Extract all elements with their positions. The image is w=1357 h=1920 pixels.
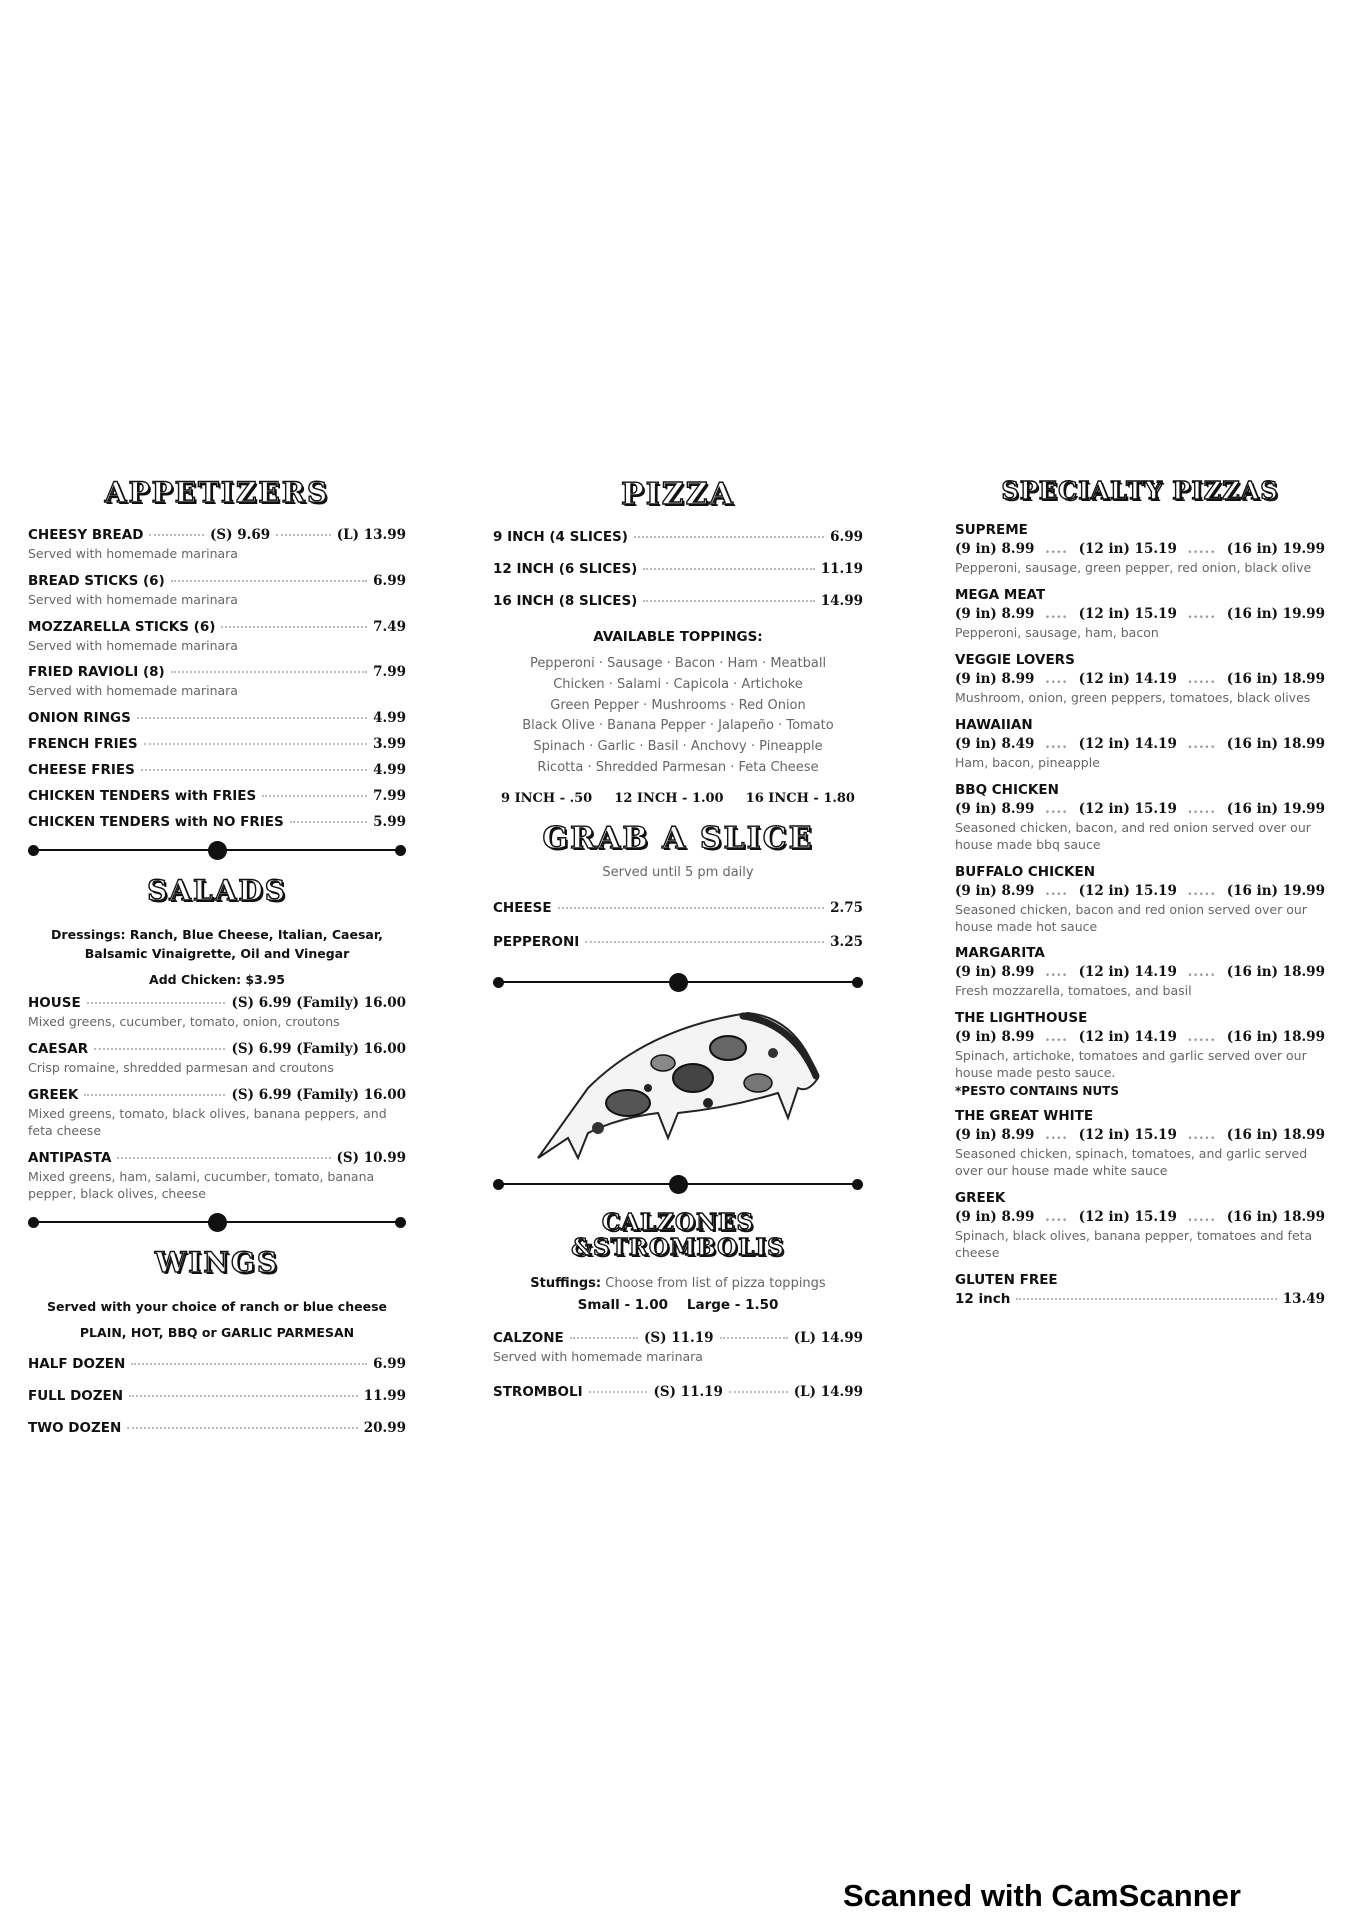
topping-price-9: 9 INCH - .50 [501,790,593,806]
appetizers-heading: APPETIZERS [104,476,330,509]
price-16in: (16 in) 18.99 [1226,671,1325,688]
price-12in: (12 in) 15.19 [1078,1127,1177,1144]
menu-item [28,1087,406,1140]
menu-item [493,934,863,950]
item-name: 12 INCH (6 SLICES) [493,561,638,577]
menu-item [28,814,406,830]
item-name: ONION RINGS [28,710,131,727]
item-price: (S) 6.99 (Family) 16.00 [231,1041,406,1058]
item-name: TWO DOZEN [28,1420,122,1437]
item-name: FULL DOZEN [28,1388,124,1405]
price-9in: (9 in) 8.99 [955,882,1035,899]
item-name: ANTIPASTA [28,1149,112,1166]
item-name: CHICKEN TENDERS with NO FRIES [28,814,284,831]
add-chicken-note: Add Chicken: $3.95 [149,971,285,987]
price-9in: (9 in) 8.49 [955,736,1035,753]
wings-heading: WINGS [154,1246,280,1280]
stuffings-note [493,1274,863,1295]
toppings-line: Pepperoni · Sausage · Bacon · Ham · Meatball [529,655,827,671]
item-name: THE GREAT WHITE [955,1108,1094,1125]
price-9in: (9 in) 8.99 [955,671,1035,688]
dressings-note: Dressings: Ranch, Blue Cheese, Italian, Caesar, Balsamic Vinaigrette, Oil and Vinegar [51,927,383,962]
toppings-line: Ricotta · Shredded Parmesan · Feta Cheese [537,759,819,775]
menu-item [28,788,406,804]
price-12in: (12 in) 15.19 [1078,606,1177,623]
item-description: Mushroom, onion, green peppers, tomatoes, black olives [955,690,1311,706]
item-description: Spinach, artichoke, tomatoes and garlic served over our house made pesto sauce. [955,1048,1307,1081]
price-12in: (12 in) 15.19 [1078,800,1177,817]
price-12in: (12 in) 15.19 [1078,1208,1177,1225]
price-12in: (12 in) 14.19 [1078,1029,1177,1046]
item-name: CALZONE [493,1329,564,1346]
slice-subtitle: Served until 5 pm daily [602,864,754,880]
item-price: 7.49 [373,618,406,635]
item-name: GLUTEN FREE [955,1271,1058,1288]
menu-item [28,1041,406,1077]
item-price: 3.99 [373,736,406,753]
item-price: 20.99 [363,1420,406,1437]
menu-item [28,1420,406,1436]
item-name: VEGGIE LOVERS [955,652,1075,669]
menu-item [493,561,863,577]
toppings-line: Green Pepper · Mushrooms · Red Onion [550,697,806,713]
item-name: MARGARITA [955,945,1045,962]
item-price: 4.99 [373,710,406,727]
pizza-heading: PIZZA [621,477,735,512]
section-divider [493,972,863,992]
item-name: FRENCH FRIES [28,736,138,753]
calzones-heading-line1: CALZONES [601,1208,755,1236]
item-price: (L) 13.99 [336,526,406,543]
price-12in: (12 in) 14.19 [1078,671,1177,688]
menu-item [28,736,406,752]
menu-item [28,527,406,563]
price-9in: (9 in) 8.99 [955,964,1035,981]
menu-item [28,1356,406,1372]
item-name: HALF DOZEN [28,1356,126,1373]
item-name: FRIED RAVIOLI (8) [28,664,165,681]
item-description: Mixed greens, cucumber, tomato, onion, croutons [28,1014,340,1030]
item-price: 13.49 [1282,1290,1325,1307]
item-name: CHEESE FRIES [28,762,135,779]
price-12in: (12 in) 14.19 [1078,736,1177,753]
item-price: (S) 10.99 [336,1149,406,1166]
item-name: SUPREME [955,522,1028,539]
item-name: MEGA MEAT [955,587,1046,604]
specialty-item: HAWAIIAN (9 in) 8.49 .... (12 in) 14.19 ..... (16 in) 18.99 Ham, bacon, pineapple [955,717,1325,771]
toppings-line: Black Olive · Banana Pepper · Jalapeño · Tomato [522,718,834,734]
item-price: (L) 14.99 [793,1383,864,1400]
price-16in: (16 in) 18.99 [1226,1029,1325,1046]
item-price: 11.99 [363,1388,406,1405]
price-9in: (9 in) 8.99 [955,606,1035,623]
item-price: (S) 11.19 [644,1329,714,1346]
price-9in: (9 in) 8.99 [955,1127,1035,1144]
specialty-item: THE GREAT WHITE (9 in) 8.99 .... (12 in) 15.19 ..... (16 in) 18.99 Seasoned chicken, spinach, tomatoes, and garlic served over our house made white sauce [955,1108,1325,1178]
item-description: Spinach, black olives, banana pepper, tomatoes and feta cheese [955,1227,1313,1260]
item-description: Served with homemade marinara [28,637,238,653]
item-description: Served with homemade marinara [28,591,238,607]
item-price: 14.99 [820,593,863,609]
toppings-line: Spinach · Garlic · Basil · Anchovy · Pineapple [533,739,823,755]
menu-item [493,900,863,916]
item-name: MOZZARELLA STICKS (6) [28,618,216,635]
item-description: Pepperoni, sausage, green pepper, red onion, black olive [955,560,1312,576]
menu-item [28,710,406,726]
menu-item [493,529,863,545]
specialty-heading: SPECIALTY PIZZAS [1001,476,1279,505]
item-size: 12 inch [955,1290,1011,1307]
item-description: Crisp romaine, shredded parmesan and croutons [28,1060,334,1076]
topping-price-12: 12 INCH - 1.00 [614,790,724,806]
middle-column [493,478,863,1410]
price-16in: (16 in) 18.99 [1226,1127,1325,1144]
item-price: (S) 6.99 (Family) 16.00 [231,995,406,1012]
item-name: CAESAR [28,1041,89,1058]
price-12in: (12 in) 15.19 [1078,541,1177,558]
price-12in: (12 in) 15.19 [1078,882,1177,899]
specialty-item: THE LIGHTHOUSE (9 in) 8.99 .... (12 in) 14.19 ..... (16 in) 18.99 Spinach, artichoke, tomatoes and garlic served over our house made pesto sauce. *PESTO CONTAINS NUTS [955,1010,1325,1099]
item-price: 11.19 [820,561,863,577]
item-name: BBQ CHICKEN [955,781,1059,798]
salads-heading: SALADS [147,874,287,908]
toppings-line: Chicken · Salami · Capicola · Artichoke [553,676,803,692]
price-16in: (16 in) 19.99 [1226,541,1325,558]
section-divider [493,1174,863,1194]
scanner-watermark: Scanned with CamScanner [843,1878,1241,1913]
specialty-item: SUPREME (9 in) 8.99 .... (12 in) 15.19 ..... (16 in) 19.99 Pepperoni, sausage, green pepper, red onion, black olive [955,522,1325,576]
menu-item [28,762,406,778]
specialty-item: MEGA MEAT (9 in) 8.99 .... (12 in) 15.19 ..... (16 in) 19.99 Pepperoni, sausage, ham, bacon [955,587,1325,641]
item-name: CHEESY BREAD [28,526,144,543]
menu-item [28,995,406,1031]
specialty-item: BUFFALO CHICKEN (9 in) 8.99 .... (12 in) 15.19 ..... (16 in) 19.99 Seasoned chicken, bacon and red onion served over our house made hot sauce [955,863,1325,934]
item-name: STROMBOLI [493,1383,583,1400]
item-price: 7.99 [373,788,406,805]
menu-item [493,1330,863,1366]
price-12in: (12 in) 14.19 [1078,964,1177,981]
price-16in: (16 in) 19.99 [1226,882,1325,899]
item-description: Served with homemade marinara [28,683,238,699]
price-9in: (9 in) 8.99 [955,541,1035,558]
item-name: PEPPERONI [493,933,580,950]
item-name: BUFFALO CHICKEN [955,863,1096,880]
stuffings-prices: Small - 1.00 Large - 1.50 [577,1296,779,1313]
menu-item [28,1150,406,1203]
item-name: CHICKEN TENDERS with FRIES [28,788,257,805]
menu-item [28,573,406,609]
specialty-item [955,1272,1325,1307]
item-name: BREAD STICKS (6) [28,572,165,589]
topping-price-16: 16 INCH - 1.80 [745,790,855,806]
item-name: 16 INCH (8 SLICES) [493,593,638,609]
item-description: Seasoned chicken, bacon, and red onion served over our house made bbq sauce [955,819,1311,852]
wings-note: Served with your choice of ranch or blue cheese [47,1299,387,1315]
item-price: 2.75 [830,899,863,916]
item-description: Mixed greens, ham, salami, cucumber, tomato, banana pepper, black olives, cheese [28,1168,375,1201]
section-divider [28,1212,406,1232]
price-16in: (16 in) 18.99 [1226,1208,1325,1225]
wings-flavors: PLAIN, HOT, BBQ or GARLIC PARMESAN [79,1324,355,1340]
item-price: (S) 11.19 [653,1383,723,1400]
item-price: 7.99 [373,664,406,681]
item-name: GREEK [28,1086,79,1103]
item-description: Served with homemade marinara [28,545,238,561]
price-16in: (16 in) 18.99 [1226,736,1325,753]
item-price: 6.99 [373,1356,406,1373]
menu-item [493,1384,863,1400]
item-name: GREEK [955,1189,1006,1206]
specialty-item: GREEK (9 in) 8.99 .... (12 in) 15.19 ..... (16 in) 18.99 Spinach, black olives, banana pepper, tomatoes and feta cheese [955,1189,1325,1260]
topping-prices [501,791,855,806]
price-16in: (16 in) 19.99 [1226,606,1325,623]
section-divider [28,840,406,860]
stuffings-label: Stuffings: [530,1276,602,1292]
price-9in: (9 in) 8.99 [955,1029,1035,1046]
calzones-heading [493,1210,863,1261]
item-name: THE LIGHTHOUSE [955,1010,1088,1027]
pizza-slice-illustration [528,1008,828,1168]
specialty-item: MARGARITA (9 in) 8.99 .... (12 in) 14.19 ..... (16 in) 18.99 Fresh mozzarella, tomatoes, and basil [955,945,1325,999]
item-description: Mixed greens, tomato, black olives, banana peppers, and feta cheese [28,1105,387,1138]
right-column [955,478,1325,1317]
item-price: (S) 6.99 (Family) 16.00 [231,1086,406,1103]
item-price: (S) 9.69 [210,526,271,543]
menu-item [493,593,863,609]
item-description: Served with homemade marinara [493,1348,703,1364]
item-description: Seasoned chicken, bacon and red onion served over our house made hot sauce [955,901,1307,934]
item-price: 5.99 [373,814,406,831]
item-description: Seasoned chicken, spinach, tomatoes, and garlic served over our house made white sauce [955,1146,1308,1178]
price-9in: (9 in) 8.99 [955,1208,1035,1225]
specialty-item: BBQ CHICKEN (9 in) 8.99 .... (12 in) 15.19 ..... (16 in) 19.99 Seasoned chicken, bacon, and red onion served over our house made bbq sauce [955,781,1325,852]
item-description: Pepperoni, sausage, ham, bacon [955,625,1159,641]
item-price: 3.25 [830,933,863,950]
item-price: 6.99 [373,572,406,589]
item-name: HOUSE [28,995,81,1012]
price-9in: (9 in) 8.99 [955,800,1035,817]
slice-heading: GRAB A SLICE [542,820,814,856]
left-column [28,478,406,1446]
stuffings-text: Choose from list of pizza toppings [605,1276,826,1292]
price-16in: (16 in) 19.99 [1226,800,1325,817]
item-name: HAWAIIAN [955,717,1033,734]
price-16in: (16 in) 18.99 [1226,964,1325,981]
calzones-heading-line2: &STROMBOLIS [571,1233,785,1261]
item-description: Fresh mozzarella, tomatoes, and basil [955,983,1192,999]
toppings-label: AVAILABLE TOPPINGS: [593,629,763,645]
item-name: CHEESE [493,899,552,916]
item-price: 4.99 [373,762,406,779]
specialty-item: VEGGIE LOVERS (9 in) 8.99 .... (12 in) 14.19 ..... (16 in) 18.99 Mushroom, onion, green peppers, tomatoes, black olives [955,652,1325,706]
item-name: 9 INCH (4 SLICES) [493,529,628,545]
menu-item [28,664,406,700]
menu-item [28,1388,406,1404]
item-price: 6.99 [830,529,863,545]
item-description: Ham, bacon, pineapple [955,755,1100,771]
item-price: (L) 14.99 [793,1329,863,1346]
allergy-note: *PESTO CONTAINS NUTS [955,1084,1120,1099]
menu-item [28,619,406,655]
